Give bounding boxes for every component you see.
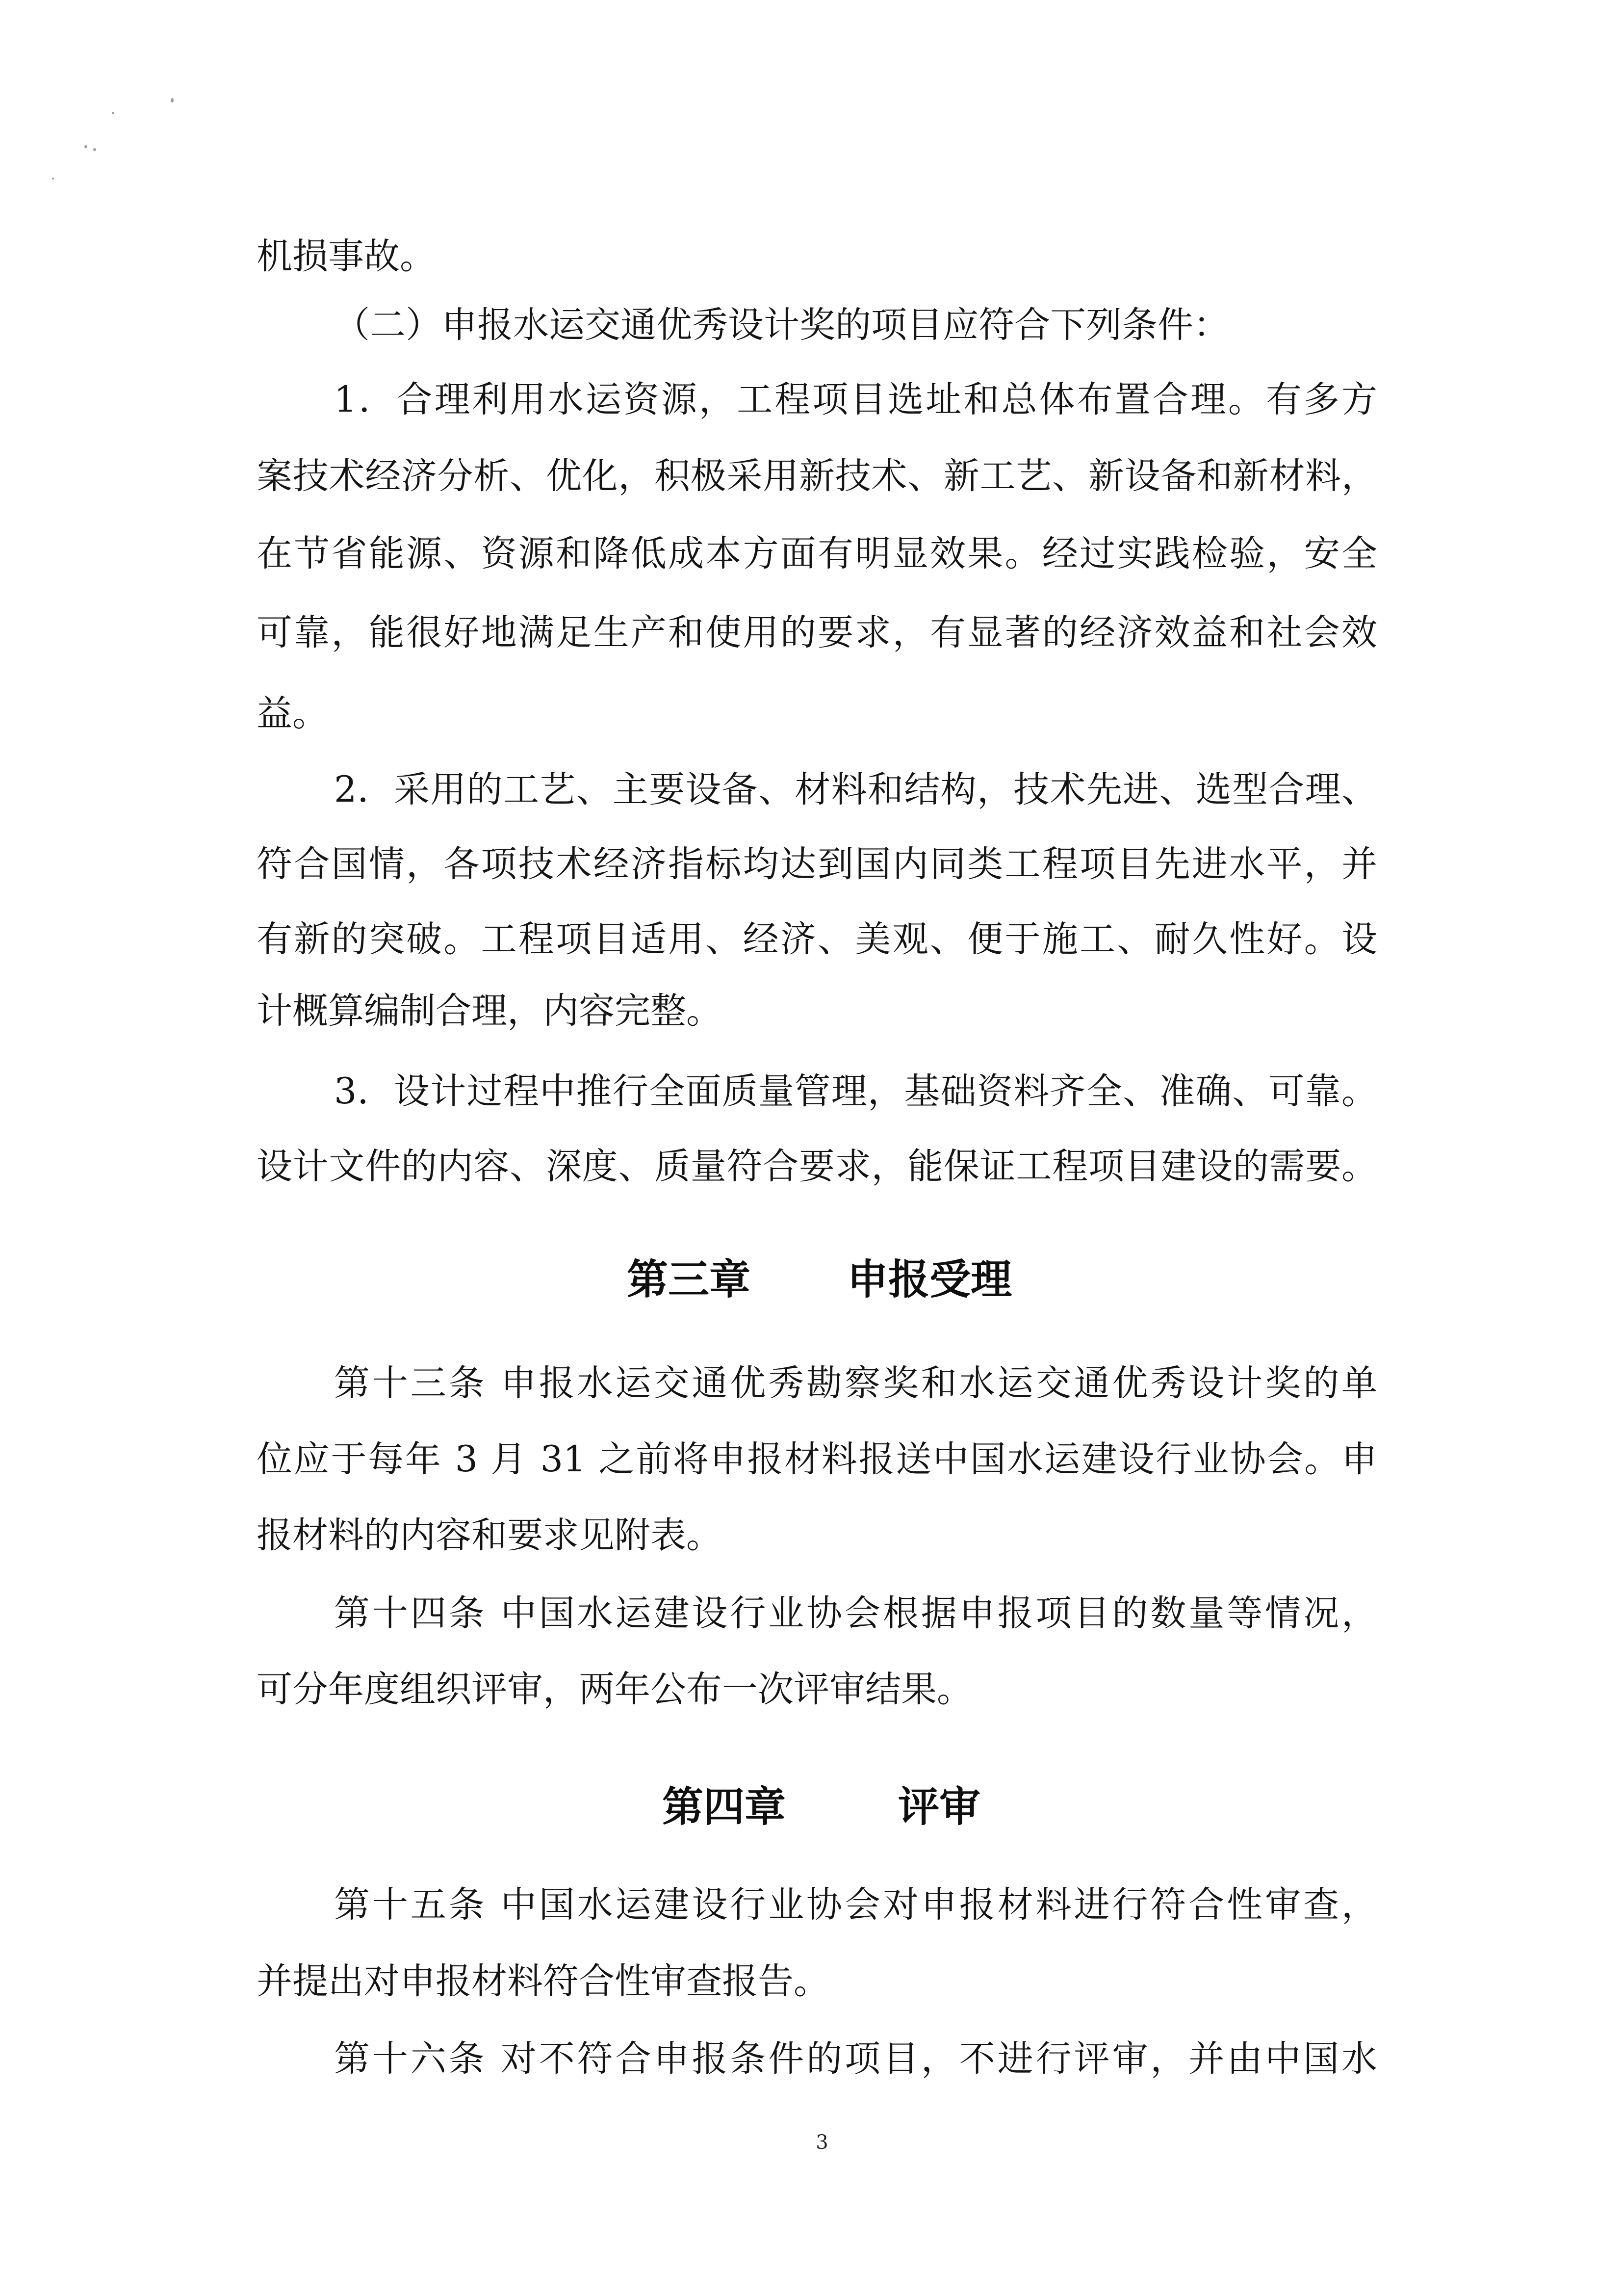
text-line: 在节省能源、资源和降低成本方面有明显效果。经过实践检验，安全 <box>257 533 1377 574</box>
text-line: 3．设计过程中推行全面质量管理，基础资料齐全、准确、可靠。 <box>334 1070 1377 1112</box>
article-line: 可分年度组织评审，两年公布一次评审结果。 <box>257 1669 973 1710</box>
clause-heading: （二）申报水运交通优秀设计奖的项目应符合下列条件： <box>334 304 1229 346</box>
article-line: 第十六条 对不符合申报条件的项目，不进行评审，并由中国水 <box>334 2038 1377 2080</box>
article-line: 报材料的内容和要求见附表。 <box>257 1514 722 1556</box>
text-line: 有新的突破。工程项目适用、经济、美观、便于施工、耐久性好。设 <box>257 918 1377 960</box>
text-line: 案技术经济分析、优化，积极采用新技术、新工艺、新设备和新材料， <box>257 455 1377 497</box>
text-line: 机损事故。 <box>257 235 436 277</box>
text-line: 符合国情，各项技术经济指标均达到国内同类工程项目先进水平，并 <box>257 843 1377 885</box>
text-line: 2．采用的工艺、主要设备、材料和结构，技术先进、选型合理、 <box>334 769 1377 810</box>
scan-speck <box>93 148 96 151</box>
text-line: 益。 <box>257 693 328 734</box>
chapter-number: 第四章 <box>662 1782 786 1831</box>
text-line: 可靠，能很好地满足生产和使用的要求，有显著的经济效益和社会效 <box>257 612 1377 653</box>
article-line: 第十三条 申报水运交通优秀勘察奖和水运交通优秀设计奖的单 <box>334 1362 1377 1404</box>
article-line: 第十四条 中国水运建设行业协会根据申报项目的数量等情况， <box>334 1592 1377 1634</box>
scan-speck <box>52 178 54 180</box>
text-line: 1．合理利用水运资源，工程项目选址和总体布置合理。有多方 <box>334 379 1377 420</box>
scan-speck <box>171 98 174 103</box>
text-line: 计概算编制合理，内容完整。 <box>257 990 722 1032</box>
page-number: 3 <box>816 2131 828 2154</box>
scan-speck <box>84 145 87 148</box>
text-line: 设计文件的内容、深度、质量符合要求，能保证工程项目建设的需要。 <box>257 1146 1377 1187</box>
scan-speck <box>112 112 114 114</box>
chapter-title: 申报受理 <box>847 1255 1012 1304</box>
article-line: 第十五条 中国水运建设行业协会对申报材料进行符合性审查， <box>334 1884 1377 1926</box>
chapter-number: 第三章 <box>627 1255 751 1304</box>
article-line: 并提出对申报材料符合性审查报告。 <box>257 1960 829 2002</box>
article-line: 位应于每年 3 月 31 之前将申报材料报送中国水运建设行业协会。申 <box>257 1438 1377 1480</box>
chapter-title: 评审 <box>898 1782 981 1831</box>
